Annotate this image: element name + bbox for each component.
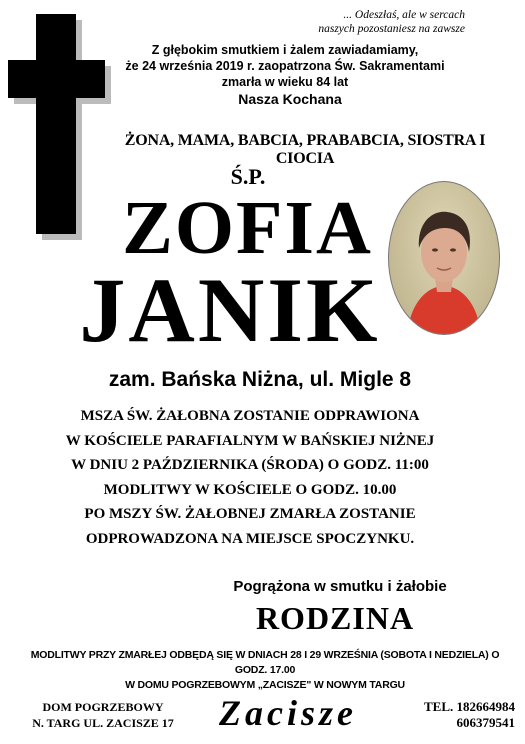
portrait-photo [388,181,500,335]
announcement-line-2: że 24 września 2019 r. zaopatrzona Św. Sakramentami [125,59,445,73]
announcement-line-1: Z głębokim smutkiem i żalem zawiadamiamy, [151,43,419,57]
red-sweater [407,286,481,334]
cross-horizontal-bar [8,60,105,98]
phone-numbers [395,699,515,731]
funeral-home-name: DOM POGRZEBOWY [42,700,164,714]
mass-line-1: MSZA ŚW. ŻAŁOBNA ZOSTANIE ODPRAWIONA [80,408,420,424]
prayers-line-2: W DOMU POGRZEBOWYM „ZACISZE" W NOWYM TARGU [125,679,405,691]
quote-line-1: ... Odeszłaś, ale w sercach [343,9,465,21]
mass-line-5: PO MSZY ŚW. ŻAŁOBNEJ ZMARŁA ZOSTANIE [84,506,416,522]
announcement-line-3: zmarła w wieku 84 lat [221,75,349,89]
cross-vertical-bar [36,14,76,234]
address: zam. Bańska Niżna, ul. Migle 8 [108,368,412,391]
last-name: JANIK [79,259,381,361]
funeral-home-street: N. TARG UL. ZACISZE 17 [32,716,174,730]
family-signature: RODZINA [255,600,415,636]
phone-2: 606379541 [456,715,515,730]
mass-line-3: W DNIU 2 PAŹDZIERNIKA (ŚRODA) O GODZ. 11:00 [71,457,429,473]
mass-line-2: W KOŚCIELE PARAFIALNYM W BAŃSKIEJ NIŻNEJ [65,432,435,449]
funeral-home-address [18,699,188,731]
relations: ŻONA, MAMA, BABCIA, PRABABCIA, SIOSTRA I CIOCIA [124,132,486,167]
quote-line-2: naszych pozostaniesz na zawsze [318,23,465,35]
mass-line-6: ODPROWADZONA NA MIEJSCE SPOCZYNKU. [85,530,415,547]
left-eye [432,248,438,251]
first-name: ZOFIA [122,186,373,270]
nasza-kochana: Nasza Kochana [238,91,342,107]
portrait-illustration [389,182,499,334]
prayers-line-1: MODLITWY PRZY ZMARŁEJ ODBĘDĄ SIĘ W DNIACH 28 I 29 WRZEŚNIA (SOBOTA I NEDZIELA) O GODZ. 17.00 [30,649,500,676]
mass-line-4: MODLITWY W KOŚCIELE O GODZ. 10.00 [103,481,397,498]
announcement [105,42,465,90]
sp-label: Ś.P. [230,164,266,189]
phone-1: TEL. 182664984 [423,699,515,714]
mourning-text: Pogrążona w smutku i żałobie [233,578,447,595]
zacisze-logo: Zacisze [219,693,357,733]
right-eye [450,248,456,251]
mass-info [60,404,440,551]
prayers-info [20,648,510,693]
quote [245,8,465,36]
